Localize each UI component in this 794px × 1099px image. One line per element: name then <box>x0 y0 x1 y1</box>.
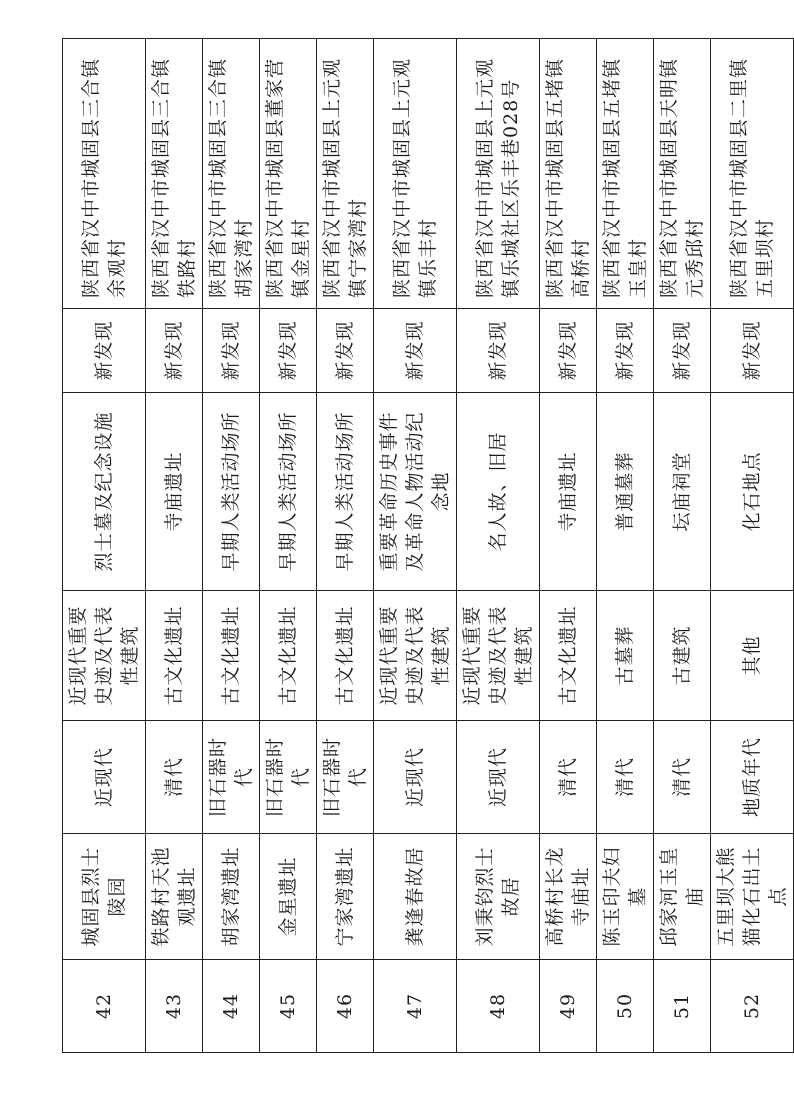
cell-name: 高桥村长龙寺庙址 <box>540 834 597 960</box>
cell-category: 古文化遗址 <box>260 591 317 721</box>
cell-subcategory: 普通墓葬 <box>597 393 654 591</box>
cell-category: 近现代重要史迹及代表性建筑 <box>63 591 146 721</box>
table-row <box>374 39 457 1053</box>
cell-no: 45 <box>260 960 317 1053</box>
cell-status: 新发现 <box>540 309 597 393</box>
cell-status: 新发现 <box>374 309 457 393</box>
cell-no: 43 <box>146 960 203 1053</box>
table-row <box>260 39 317 1053</box>
cell-status: 新发现 <box>146 309 203 393</box>
table-row <box>711 39 794 1053</box>
cell-era: 近现代 <box>457 721 540 834</box>
cell-status: 新发现 <box>654 309 711 393</box>
table-row <box>540 39 597 1053</box>
cell-location: 陕西省汉中市城固县三合镇胡家湾村 <box>203 39 260 309</box>
cell-era: 清代 <box>654 721 711 834</box>
cell-no: 48 <box>457 960 540 1053</box>
table-row <box>317 39 374 1053</box>
cell-no: 52 <box>711 960 794 1053</box>
cell-category: 古建筑 <box>654 591 711 721</box>
cell-status: 新发现 <box>203 309 260 393</box>
cell-name: 城固县烈士陵园 <box>63 834 146 960</box>
cell-no: 49 <box>540 960 597 1053</box>
cell-era: 清代 <box>540 721 597 834</box>
cell-subcategory: 坛庙祠堂 <box>654 393 711 591</box>
cell-location: 陕西省汉中市城固县董家营镇金星村 <box>260 39 317 309</box>
cell-category: 古文化遗址 <box>203 591 260 721</box>
cell-category: 古文化遗址 <box>540 591 597 721</box>
cell-category: 其他 <box>711 591 794 721</box>
cell-era: 旧石器时代 <box>260 721 317 834</box>
cell-location: 陕西省汉中市城固县二里镇五里坝村 <box>711 39 794 309</box>
cell-no: 51 <box>654 960 711 1053</box>
table-row <box>146 39 203 1053</box>
cell-subcategory: 化石地点 <box>711 393 794 591</box>
cell-subcategory: 重要革命历史事件及革命人物活动纪念地 <box>374 393 457 591</box>
table-row <box>63 39 146 1053</box>
cell-status: 新发现 <box>63 309 146 393</box>
cell-category: 古文化遗址 <box>317 591 374 721</box>
cell-era: 清代 <box>146 721 203 834</box>
cell-subcategory: 早期人类活动场所 <box>317 393 374 591</box>
cell-status: 新发现 <box>457 309 540 393</box>
cell-name: 五里坝大熊猫化石出土点 <box>711 834 794 960</box>
cell-status: 新发现 <box>711 309 794 393</box>
cell-name: 龚逢春故居 <box>374 834 457 960</box>
cell-location: 陕西省汉中市城固县五堵镇高桥村 <box>540 39 597 309</box>
cell-era: 旧石器时代 <box>317 721 374 834</box>
cell-subcategory: 寺庙遗址 <box>146 393 203 591</box>
cell-name: 邱家河玉皇庙 <box>654 834 711 960</box>
cell-location: 陕西省汉中市城固县上元观镇乐城社区乐丰巷028号 <box>457 39 540 309</box>
cell-location: 陕西省汉中市城固县三合镇余观村 <box>63 39 146 309</box>
cell-subcategory: 烈士墓及纪念设施 <box>63 393 146 591</box>
cell-era: 旧石器时代 <box>203 721 260 834</box>
cell-name: 陈玉印夫妇墓 <box>597 834 654 960</box>
cell-category: 近现代重要史迹及代表性建筑 <box>374 591 457 721</box>
cell-location: 陕西省汉中市城固县上元观镇乐丰村 <box>374 39 457 309</box>
cell-subcategory: 早期人类活动场所 <box>260 393 317 591</box>
cell-era: 近现代 <box>374 721 457 834</box>
cell-era: 地质年代 <box>711 721 794 834</box>
table-row <box>203 39 260 1053</box>
cell-location: 陕西省汉中市城固县三合镇铁路村 <box>146 39 203 309</box>
cell-no: 47 <box>374 960 457 1053</box>
cell-no: 44 <box>203 960 260 1053</box>
cell-location: 陕西省汉中市城固县上元观镇宁家湾村 <box>317 39 374 309</box>
cell-subcategory: 早期人类活动场所 <box>203 393 260 591</box>
cell-subcategory: 名人故、旧居 <box>457 393 540 591</box>
cell-category: 古文化遗址 <box>146 591 203 721</box>
heritage-table <box>62 38 794 1053</box>
cell-name: 金星遗址 <box>260 834 317 960</box>
cell-subcategory: 寺庙遗址 <box>540 393 597 591</box>
cell-name: 宁家湾遗址 <box>317 834 374 960</box>
cell-status: 新发现 <box>597 309 654 393</box>
cell-era: 近现代 <box>63 721 146 834</box>
cell-category: 近现代重要史迹及代表性建筑 <box>457 591 540 721</box>
cell-status: 新发现 <box>260 309 317 393</box>
cell-location: 陕西省汉中市城固县天明镇元秀邱村 <box>654 39 711 309</box>
cell-no: 50 <box>597 960 654 1053</box>
cell-location: 陕西省汉中市城固县五堵镇玉皇村 <box>597 39 654 309</box>
table-row <box>654 39 711 1053</box>
cell-era: 清代 <box>597 721 654 834</box>
cell-category: 古墓葬 <box>597 591 654 721</box>
table-row <box>597 39 654 1053</box>
cell-no: 46 <box>317 960 374 1053</box>
cell-name: 胡家湾遗址 <box>203 834 260 960</box>
heritage-table-rotated <box>62 39 789 1053</box>
table-row <box>457 39 540 1053</box>
cell-name: 刘秉钧烈士故居 <box>457 834 540 960</box>
cell-no: 42 <box>63 960 146 1053</box>
cell-name: 铁路村天池观遗址 <box>146 834 203 960</box>
cell-status: 新发现 <box>317 309 374 393</box>
